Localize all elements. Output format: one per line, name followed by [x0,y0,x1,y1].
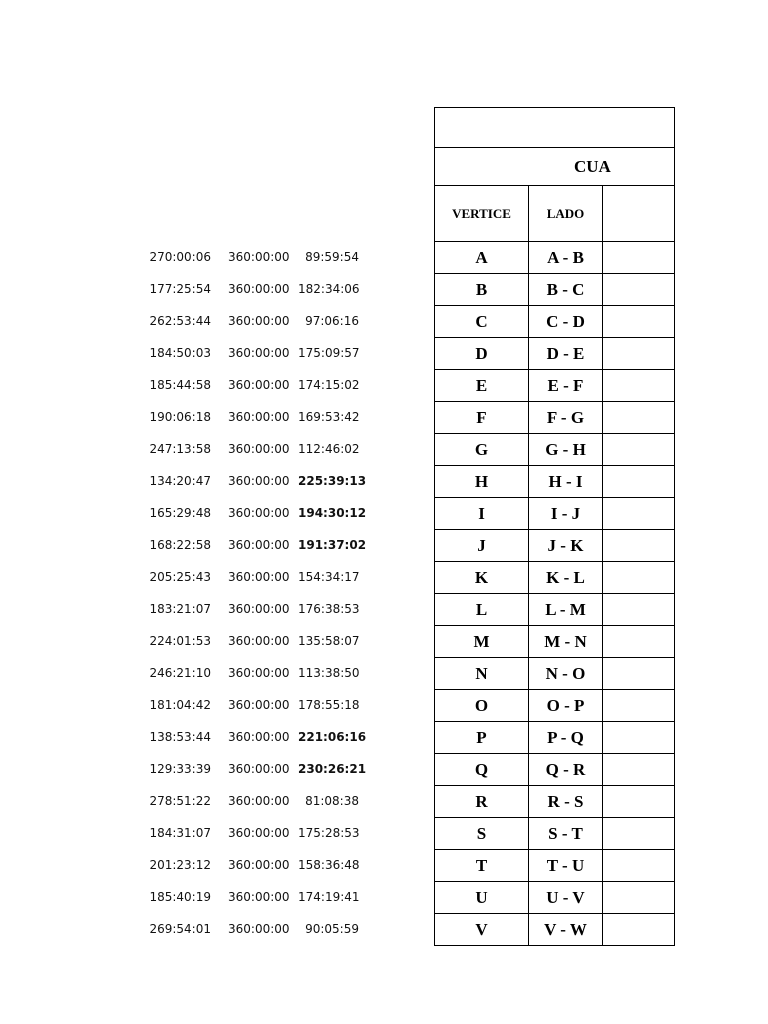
angle-value-c: 90:05:59 [305,922,359,936]
extra-cell [603,306,675,338]
angle-value-c: 174:19:41 [298,890,360,904]
angle-value-a: 165:29:48 [149,506,211,520]
lado-cell: N - O [529,658,603,690]
angle-value-a: 262:53:44 [149,314,211,328]
angle-value-b: 360:00:00 [228,250,290,264]
table-row [435,338,675,370]
angle-value-a: 177:25:54 [149,282,211,296]
angle-columns [140,241,370,945]
extra-cell [603,786,675,818]
extra-cell [603,850,675,882]
angle-value-c: 89:59:54 [305,250,359,264]
angle-value-b: 360:00:00 [228,410,290,424]
lado-cell: G - H [529,434,603,466]
extra-cell [603,914,675,946]
angle-value-c: 169:53:42 [298,410,360,424]
angle-value-c: 135:58:07 [298,634,360,648]
angle-value-c: 112:46:02 [298,442,360,456]
extra-cell [603,338,675,370]
angle-value-a: 181:04:42 [149,698,211,712]
lado-cell: E - F [529,370,603,402]
table-row [435,466,675,498]
angle-value-b: 360:00:00 [228,346,290,360]
vertice-cell: T [435,850,529,882]
angle-row [140,497,370,529]
angle-row [140,657,370,689]
extra-cell [603,882,675,914]
angle-value-b: 360:00:00 [228,730,290,744]
lado-cell: U - V [529,882,603,914]
angle-value-b: 360:00:00 [228,698,290,712]
lado-cell: L - M [529,594,603,626]
table-row [435,690,675,722]
angle-row [140,273,370,305]
table-row [435,306,675,338]
angle-value-b: 360:00:00 [228,858,290,872]
vertice-cell: U [435,882,529,914]
angle-value-a: 184:31:07 [149,826,211,840]
vertice-cell: C [435,306,529,338]
angle-row [140,401,370,433]
extra-cell [603,530,675,562]
angle-value-a: 134:20:47 [149,474,211,488]
lado-cell: F - G [529,402,603,434]
angle-value-b: 360:00:00 [228,794,290,808]
angle-value-a: 184:50:03 [149,346,211,360]
angle-row [140,881,370,913]
vertice-cell: D [435,338,529,370]
vertice-cell: J [435,530,529,562]
angle-value-a: 168:22:58 [149,538,211,552]
angle-value-b: 360:00:00 [228,762,290,776]
vertex-table-viewport [434,107,611,945]
angle-value-b: 360:00:00 [228,378,290,392]
lado-cell: V - W [529,914,603,946]
angle-row [140,561,370,593]
angle-value-c: 174:15:02 [298,378,360,392]
table-row [435,882,675,914]
table-row [435,786,675,818]
vertice-cell: Q [435,754,529,786]
angle-row [140,465,370,497]
lado-cell: H - I [529,466,603,498]
angle-value-c: 182:34:06 [298,282,360,296]
angle-value-c: 178:55:18 [298,698,360,712]
lado-cell: O - P [529,690,603,722]
header-vertice: VERTICE [435,186,529,242]
header-extra [603,186,675,242]
extra-cell [603,594,675,626]
table-row [435,850,675,882]
vertex-table [434,107,675,946]
table-row [435,370,675,402]
lado-cell: P - Q [529,722,603,754]
angle-value-c: 81:08:38 [305,794,359,808]
vertice-cell: B [435,274,529,306]
angle-value-a: 269:54:01 [149,922,211,936]
table-row [435,722,675,754]
vertice-cell: E [435,370,529,402]
lado-cell: M - N [529,626,603,658]
table-row [435,914,675,946]
angle-value-c: 191:37:02 [298,538,367,552]
angle-value-a: 270:00:06 [149,250,211,264]
vertice-cell: L [435,594,529,626]
angle-value-c: 154:34:17 [298,570,360,584]
table-row [435,754,675,786]
extra-cell [603,370,675,402]
vertice-cell: K [435,562,529,594]
extra-cell [603,562,675,594]
extra-cell [603,402,675,434]
table-row [435,530,675,562]
angle-value-b: 360:00:00 [228,634,290,648]
angle-value-a: 205:25:43 [149,570,211,584]
angle-value-b: 360:00:00 [228,826,290,840]
lado-cell: C - D [529,306,603,338]
angle-value-c: 225:39:13 [298,474,367,488]
angle-value-c: 175:28:53 [298,826,360,840]
table-row [435,626,675,658]
table-row [435,498,675,530]
angle-value-a: 190:06:18 [149,410,211,424]
header-lado: LADO [529,186,603,242]
lado-cell: J - K [529,530,603,562]
vertice-cell: I [435,498,529,530]
vertice-cell: H [435,466,529,498]
angle-row [140,241,370,273]
angle-value-b: 360:00:00 [228,282,290,296]
extra-cell [603,722,675,754]
lado-cell: B - C [529,274,603,306]
angle-value-a: 129:33:39 [149,762,211,776]
vertice-cell: A [435,242,529,274]
angle-row [140,721,370,753]
extra-cell [603,434,675,466]
lado-cell: R - S [529,786,603,818]
extra-cell [603,498,675,530]
vertice-cell: P [435,722,529,754]
angle-row [140,753,370,785]
table-row [435,658,675,690]
table-top-row [435,108,675,148]
table-header-row [435,186,675,242]
extra-cell [603,818,675,850]
angle-row [140,529,370,561]
angle-row [140,593,370,625]
lado-cell: K - L [529,562,603,594]
extra-cell [603,274,675,306]
angle-value-a: 138:53:44 [149,730,211,744]
angle-value-a: 224:01:53 [149,634,211,648]
angle-value-c: 230:26:21 [298,762,367,776]
table-row [435,242,675,274]
angle-value-b: 360:00:00 [228,922,290,936]
table-row [435,434,675,466]
angle-value-b: 360:00:00 [228,538,290,552]
angle-row [140,689,370,721]
vertice-cell: M [435,626,529,658]
angle-value-c: 221:06:16 [298,730,367,744]
vertice-cell: R [435,786,529,818]
table-title-row [435,148,675,186]
angle-value-b: 360:00:00 [228,506,290,520]
extra-cell [603,626,675,658]
lado-cell: D - E [529,338,603,370]
angle-row [140,785,370,817]
angle-value-a: 185:40:19 [149,890,211,904]
angle-row [140,913,370,945]
angle-value-c: 175:09:57 [298,346,360,360]
extra-cell [603,466,675,498]
angle-value-c: 158:36:48 [298,858,360,872]
lado-cell: T - U [529,850,603,882]
angle-value-c: 194:30:12 [298,506,367,520]
extra-cell [603,242,675,274]
angle-value-a: 246:21:10 [149,666,211,680]
vertice-cell: N [435,658,529,690]
table-row [435,594,675,626]
angle-value-c: 113:38:50 [298,666,360,680]
vertice-cell: O [435,690,529,722]
table-top-cell [435,108,675,148]
angle-value-b: 360:00:00 [228,474,290,488]
angle-value-a: 185:44:58 [149,378,211,392]
vertice-cell: F [435,402,529,434]
angle-value-c: 176:38:53 [298,602,360,616]
angle-value-a: 247:13:58 [149,442,211,456]
table-row [435,274,675,306]
lado-cell: Q - R [529,754,603,786]
angle-row [140,433,370,465]
angle-value-b: 360:00:00 [228,890,290,904]
lado-cell: I - J [529,498,603,530]
vertice-cell: S [435,818,529,850]
angle-value-a: 183:21:07 [149,602,211,616]
lado-cell: A - B [529,242,603,274]
table-title: CUA [435,148,675,186]
table-row [435,562,675,594]
angle-value-b: 360:00:00 [228,570,290,584]
angle-row [140,817,370,849]
angle-row [140,625,370,657]
angle-value-a: 278:51:22 [149,794,211,808]
angle-value-c: 97:06:16 [305,314,359,328]
angle-row [140,337,370,369]
lado-cell: S - T [529,818,603,850]
extra-cell [603,754,675,786]
angle-row [140,849,370,881]
vertice-cell: G [435,434,529,466]
extra-cell [603,690,675,722]
angle-row [140,305,370,337]
table-row [435,402,675,434]
angle-value-b: 360:00:00 [228,314,290,328]
extra-cell [603,658,675,690]
table-row [435,818,675,850]
angle-row [140,369,370,401]
angle-value-a: 201:23:12 [149,858,211,872]
angle-value-b: 360:00:00 [228,666,290,680]
angle-value-b: 360:00:00 [228,442,290,456]
vertice-cell: V [435,914,529,946]
angle-value-b: 360:00:00 [228,602,290,616]
